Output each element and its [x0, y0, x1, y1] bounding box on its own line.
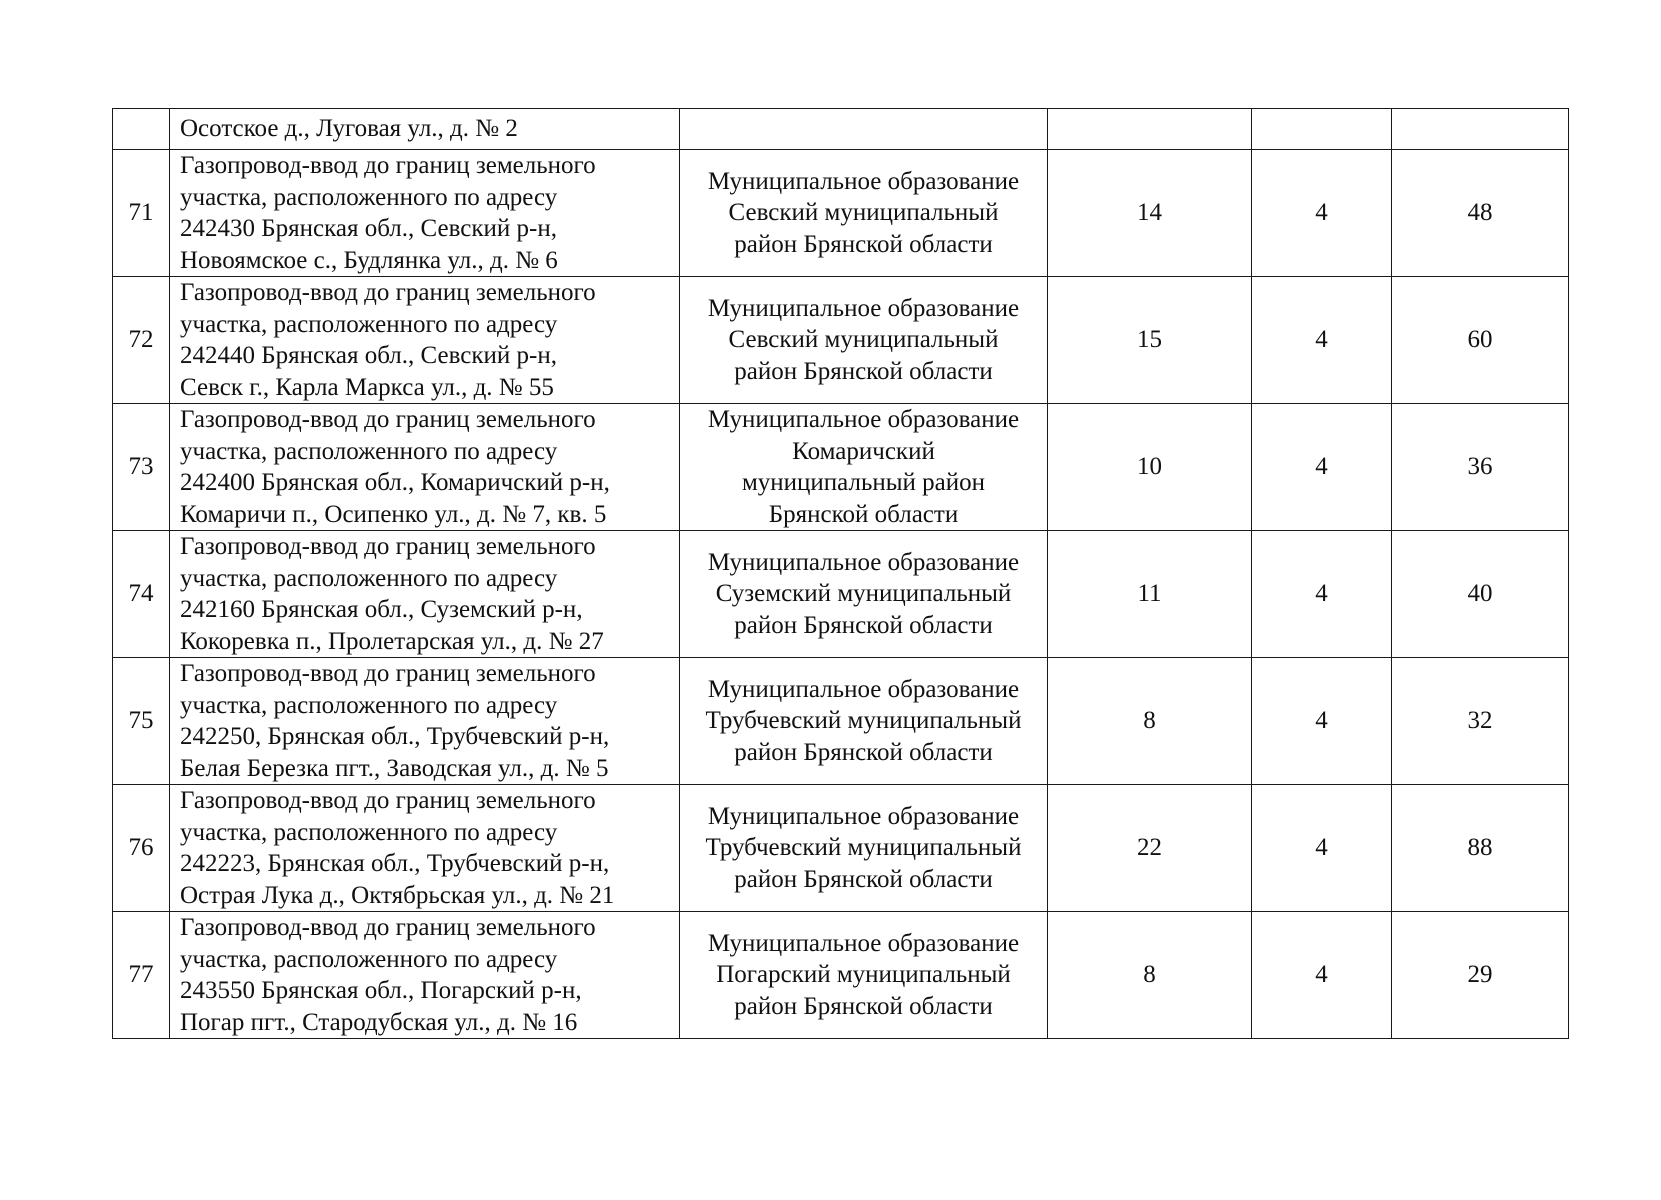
object-cell	[170, 109, 680, 150]
owner-text-line: Трубчевский муниципальный	[705, 834, 1022, 862]
owner-text-line: Севский муниципальный	[728, 199, 999, 227]
row-number-cell: 73	[113, 404, 170, 531]
owner-text-line: Комаричский	[792, 437, 935, 465]
value-cell-b	[1252, 109, 1392, 150]
value-cell-b: 4	[1252, 404, 1392, 531]
owner-text-line: Муниципальное образование	[707, 167, 1020, 195]
row-number-cell	[113, 109, 170, 150]
object-text-line: Газопровод-ввод до границ земельного	[180, 914, 596, 941]
owner-cell	[680, 785, 1048, 912]
row-number-cell: 76	[113, 785, 170, 912]
object-text-line: 242160 Брянская обл., Суземский р-н,	[180, 596, 583, 623]
object-cell	[170, 277, 680, 404]
object-text-line: Севск г., Карла Маркса ул., д. № 55	[180, 373, 554, 401]
value-cell-a: 22	[1048, 785, 1252, 912]
object-text-line: Газопровод-ввод до границ земельного	[180, 406, 596, 433]
value-cell-b: 4	[1252, 531, 1392, 658]
object-text-line: Новоямское с., Будлянка ул., д. № 6	[180, 246, 558, 274]
owner-text-line: Погарский муниципальный	[716, 961, 1011, 989]
table-row	[113, 277, 1569, 404]
object-text-line: Газопровод-ввод до границ земельного	[180, 660, 596, 687]
value-cell-b: 4	[1252, 150, 1392, 277]
object-text-line: участка, расположенного по адресу	[180, 564, 558, 592]
object-text-line: Газопровод-ввод до границ земельного	[180, 152, 596, 179]
owner-text-line: район Брянской области	[734, 230, 993, 258]
value-cell-c: 32	[1392, 658, 1569, 785]
object-text-line: 242440 Брянская обл., Севский р-н,	[180, 342, 557, 369]
owner-text-line: Муниципальное образование	[707, 294, 1020, 322]
table-row	[113, 785, 1569, 912]
value-cell-b: 4	[1252, 785, 1392, 912]
row-number-cell: 74	[113, 531, 170, 658]
owner-text-line: Севский муниципальный	[728, 326, 999, 354]
value-cell-c: 40	[1392, 531, 1569, 658]
owner-cell	[680, 404, 1048, 531]
object-text-line: Газопровод-ввод до границ земельного	[180, 787, 596, 814]
table-row	[113, 531, 1569, 658]
row-number-cell: 71	[113, 150, 170, 277]
value-cell-a	[1048, 109, 1252, 150]
owner-text-line: район Брянской области	[734, 357, 993, 385]
object-text-line: 242250, Брянская обл., Трубчевский р-н,	[180, 723, 610, 750]
object-text-line: 242430 Брянская обл., Севский р-н,	[180, 215, 557, 242]
object-text-line: Кокоревка п., Пролетарская ул., д. № 27	[180, 627, 604, 655]
owner-cell	[680, 658, 1048, 785]
owner-cell	[680, 150, 1048, 277]
object-text-line: Погар пгт., Стародубская ул., д. № 16	[180, 1008, 578, 1036]
owner-text-line: Муниципальное образование	[707, 675, 1020, 703]
object-cell	[170, 531, 680, 658]
value-cell-c: 60	[1392, 277, 1569, 404]
table-row	[113, 404, 1569, 531]
owner-cell	[680, 912, 1048, 1039]
value-cell-c: 36	[1392, 404, 1569, 531]
object-text-line: Комаричи п., Осипенко ул., д. № 7, кв. 5	[180, 500, 607, 528]
object-cell	[170, 912, 680, 1039]
owner-text-line: район Брянской области	[734, 992, 993, 1020]
owner-cell	[680, 531, 1048, 658]
value-cell-b: 4	[1252, 658, 1392, 785]
row-number-cell: 77	[113, 912, 170, 1039]
row-number-cell: 72	[113, 277, 170, 404]
owner-text-line: Брянской области	[768, 500, 959, 528]
object-text-line: Газопровод-ввод до границ земельного	[180, 533, 596, 560]
object-text-line: участка, расположенного по адресу	[180, 945, 558, 973]
value-cell-a: 10	[1048, 404, 1252, 531]
object-cell	[170, 658, 680, 785]
value-cell-a: 8	[1048, 658, 1252, 785]
owner-text-line: муниципальный район	[741, 469, 986, 496]
value-cell-a: 14	[1048, 150, 1252, 277]
owner-cell	[680, 109, 1048, 150]
value-cell-b: 4	[1252, 277, 1392, 404]
object-text-line: участка, расположенного по адресу	[180, 310, 558, 338]
object-text: Осотское д., Луговая ул., д. № 2	[180, 115, 518, 143]
object-text-line: 242400 Брянская обл., Комаричский р-н,	[180, 469, 610, 496]
owner-text-line: район Брянской области	[734, 738, 993, 766]
value-cell-c: 29	[1392, 912, 1569, 1039]
owner-text-line: Муниципальное образование	[707, 929, 1020, 957]
object-text-line: участка, расположенного по адресу	[180, 818, 558, 846]
value-cell-b: 4	[1252, 912, 1392, 1039]
owner-text-line: Муниципальное образование	[707, 406, 1020, 433]
value-cell-c: 48	[1392, 150, 1569, 277]
value-cell-a: 11	[1048, 531, 1252, 658]
object-text-line: участка, расположенного по адресу	[180, 691, 558, 719]
owner-text-line: Муниципальное образование	[707, 548, 1020, 576]
object-cell	[170, 785, 680, 912]
table-row	[113, 658, 1569, 785]
row-number-cell: 75	[113, 658, 170, 785]
object-text-line: Газопровод-ввод до границ земельного	[180, 279, 596, 306]
value-cell-c	[1392, 109, 1569, 150]
value-cell-a: 8	[1048, 912, 1252, 1039]
value-cell-c: 88	[1392, 785, 1569, 912]
object-text-line: Острая Лука д., Октябрьская ул., д. № 21	[180, 881, 615, 909]
object-text-line: участка, расположенного по адресу	[180, 437, 558, 465]
owner-text-line: район Брянской области	[734, 611, 993, 639]
object-text-line: участка, расположенного по адресу	[180, 183, 558, 211]
table-body	[113, 109, 1569, 1039]
table-row-continuation	[113, 109, 1569, 150]
owner-text-line: район Брянской области	[734, 865, 993, 893]
value-cell-a: 15	[1048, 277, 1252, 404]
owner-text-line: Суземский муниципальный	[715, 580, 1012, 608]
object-text-line: 242223, Брянская обл., Трубчевский р-н,	[180, 850, 610, 877]
table-row	[113, 912, 1569, 1039]
gas-pipeline-registry-table	[112, 108, 1569, 1039]
owner-text-line: Муниципальное образование	[707, 802, 1020, 830]
table-row	[113, 150, 1569, 277]
owner-text-line: Трубчевский муниципальный	[705, 707, 1022, 735]
owner-cell	[680, 277, 1048, 404]
object-text-line: Белая Березка пгт., Заводская ул., д. № 5	[180, 754, 609, 782]
object-text-line: 243550 Брянская обл., Погарский р-н,	[180, 977, 582, 1004]
object-cell	[170, 404, 680, 531]
object-cell	[170, 150, 680, 277]
